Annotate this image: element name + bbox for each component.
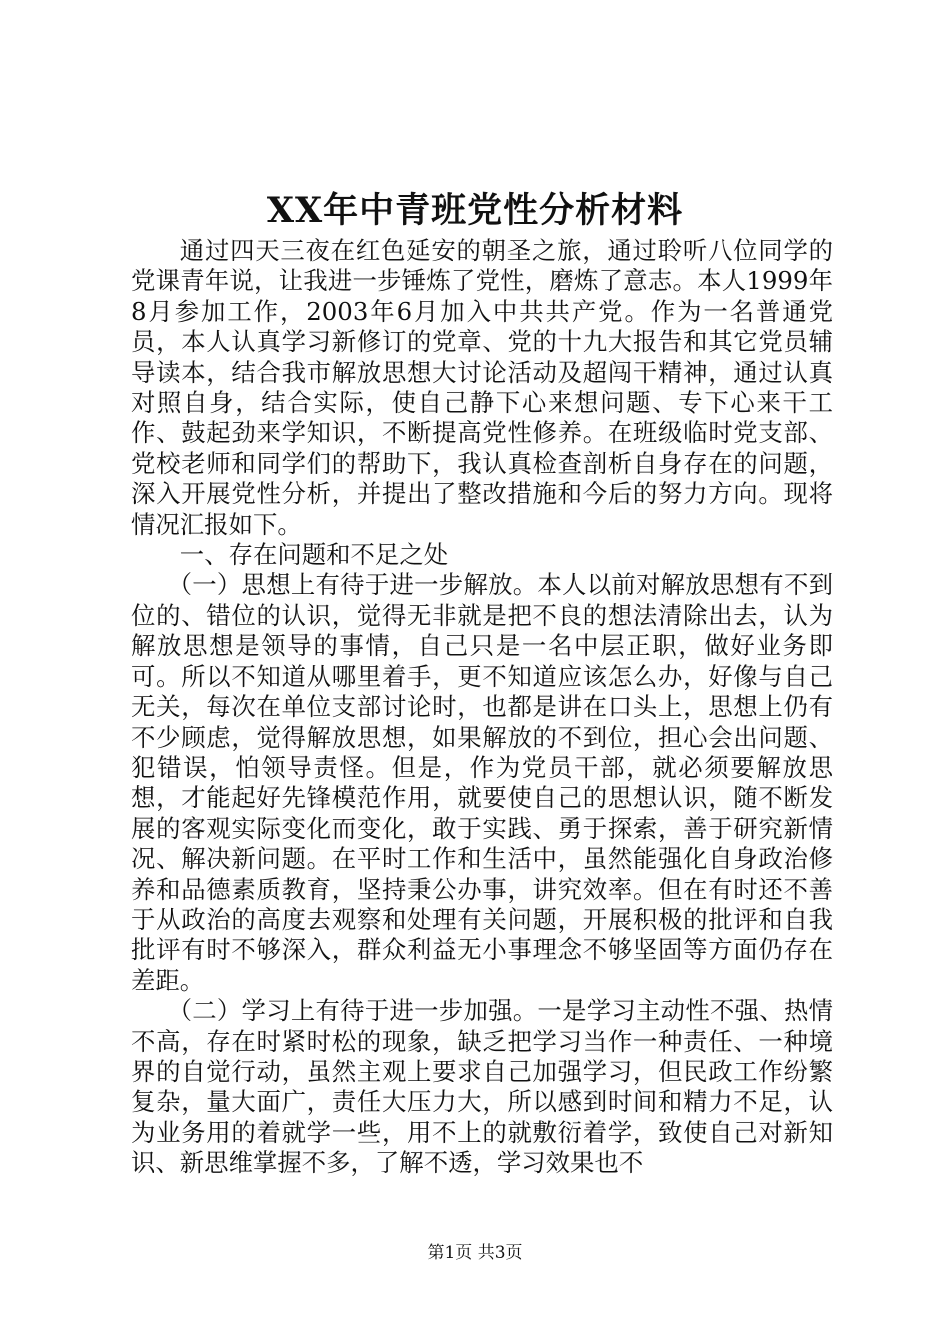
- subsection-paragraph-2: （二）学习上有待于进一步加强。一是学习主动性不强、热情不高，存在时紧时松的现象，缺乏把学习当作一种责任、一种境界的自觉行动，虽然主观上要求自己加强学习，但民政工作纷繁复杂，量大面广，责任大压力大，所以感到时间和精力不足，认为业务用的着就学一些，用不上的就敷衍着学，致使自己对新知识、新思维掌握不多，了解不透，学习效果也不: [131, 996, 833, 1178]
- intro-paragraph: 通过四天三夜在红色延安的朝圣之旅，通过聆听八位同学的党课青年说，让我进一步锤炼了党性，磨炼了意志。本人1999年8月参加工作，2003年6月加入中共共产党。作为一名普通党员，本人认真学习新修订的党章、党的十九大报告和其它党员辅导读本，结合我市解放思想大讨论活动及超闯干精神，通过认真对照自身，结合实际，使自己静下心来想问题、专下心来干工作、鼓起劲来学知识，不断提高党性修养。在班级临时党支部、党校老师和同学们的帮助下，我认真检查剖析自身存在的问题，深入开展党性分析，并提出了整改措施和今后的努力方向。现将情况汇报如下。: [131, 236, 833, 539]
- section-heading: 一、存在问题和不足之处: [179, 540, 449, 570]
- document-body: [131, 236, 833, 1179]
- subsection-paragraph-1: （一）思想上有待于进一步解放。本人以前对解放思想有不到位的、错位的认识，觉得无非就是把不良的想法清除出去，认为解放思想是领导的事情，自己只是一名中层正职，做好业务即可。所以不知道从哪里着手，更不知道应该怎么办，好像与自己无关，每次在单位支部讨论时，也都是讲在口头上，思想上仍有不少顾虑，觉得解放思想，如果解放的不到位，担心会出问题、犯错误，怕领导责怪。但是，作为党员干部，就必须要解放思想，才能起好先锋模范作用，就要使自己的思想认识，随不断发展的客观实际变化而变化，敢于实践、勇于探索，善于研究新情况、解决新问题。在平时工作和生活中，虽然能强化自身政治修养和品德素质教育，坚持秉公办事，讲究效率。但在有时还不善于从政治的高度去观察和处理有关问题，开展积极的批评和自我批评有时不够深入，群众利益无小事理念不够坚固等方面仍存在差距。: [131, 570, 833, 995]
- document-title: XX年中青班党性分析材料: [266, 190, 684, 231]
- page-number-footer: 第1页 共3页: [427, 1243, 523, 1263]
